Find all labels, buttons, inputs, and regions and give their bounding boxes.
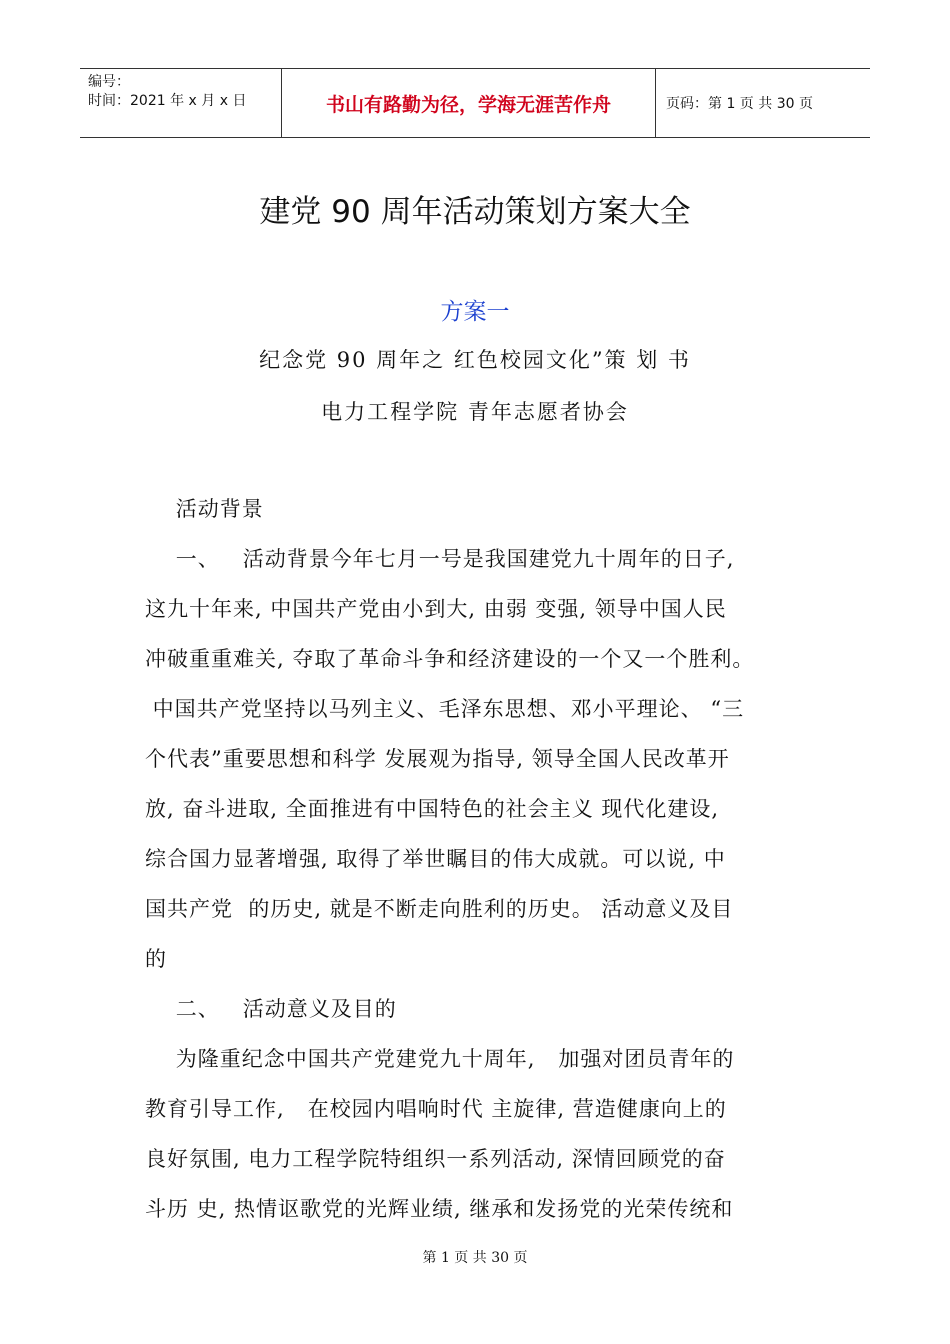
plan-subtitle: 纪念党 90 周年之 红色校园文化”策 划 书 (259, 348, 691, 372)
plan-organizer: 电力工程学院 青年志愿者协会 (321, 400, 629, 424)
body-line: 活动背景 (145, 497, 264, 521)
body-line: 斗历 史, 热情讴歌党的光辉业绩, 继承和发扬党的光荣传统和 (145, 1197, 734, 1221)
body-line: 这九十年来, 中国共产党由小到大, 由弱 变强, 领导中国人民 (145, 597, 727, 621)
body-line: 中国共产党坚持以马列主义、毛泽东思想、邓小平理论、 “三 (145, 697, 745, 721)
body-line: 一、 活动背景今年七月一号是我国建党九十周年的日子, (145, 547, 735, 571)
header-meta-cell (80, 69, 282, 137)
body-line: 为隆重纪念中国共产党建党九十周年, 加强对团员青年的 (145, 1047, 735, 1071)
body-line: 冲破重重难关, 夺取了革命斗争和经济建设的一个又一个胜利。 (145, 647, 755, 671)
body-line: 教育引导工作, 在校园内唱响时代 主旋律, 营造健康向上的 (145, 1097, 727, 1121)
plan-heading: 方案一 (440, 299, 510, 325)
document-body (145, 484, 817, 1234)
header-motto: 书山有路勤为径，学海无涯苦作舟 (282, 69, 656, 137)
header-page-info: 页码：第 1 页 共 30 页 (666, 96, 813, 112)
body-line: 国共产党 的历史, 就是不断走向胜利的历史。 活动意义及目 (145, 897, 734, 921)
document-date-label: 时间：2021 年 x 月 x 日 (88, 93, 247, 109)
document-header (80, 68, 870, 138)
body-line: 良好氛围, 电力工程学院特组织一系列活动, 深情回顾党的奋 (145, 1147, 726, 1171)
body-line: 综合国力显著增强, 取得了举世瞩目的伟大成就。可以说, 中 (145, 847, 726, 871)
document-number-label: 编号： (88, 74, 130, 90)
body-line: 个代表”重要思想和科学 发展观为指导, 领导全国人民改革开 (145, 747, 730, 771)
body-line: 放, 奋斗进取, 全面推进有中国特色的社会主义 现代化建设, (145, 797, 720, 821)
body-line: 的 (145, 947, 167, 971)
page-footer: 第 1 页 共 30 页 (422, 1250, 528, 1266)
document-title: 建党 90 周年活动策划方案大全 (259, 194, 691, 230)
body-line: 二、 活动意义及目的 (145, 997, 397, 1021)
